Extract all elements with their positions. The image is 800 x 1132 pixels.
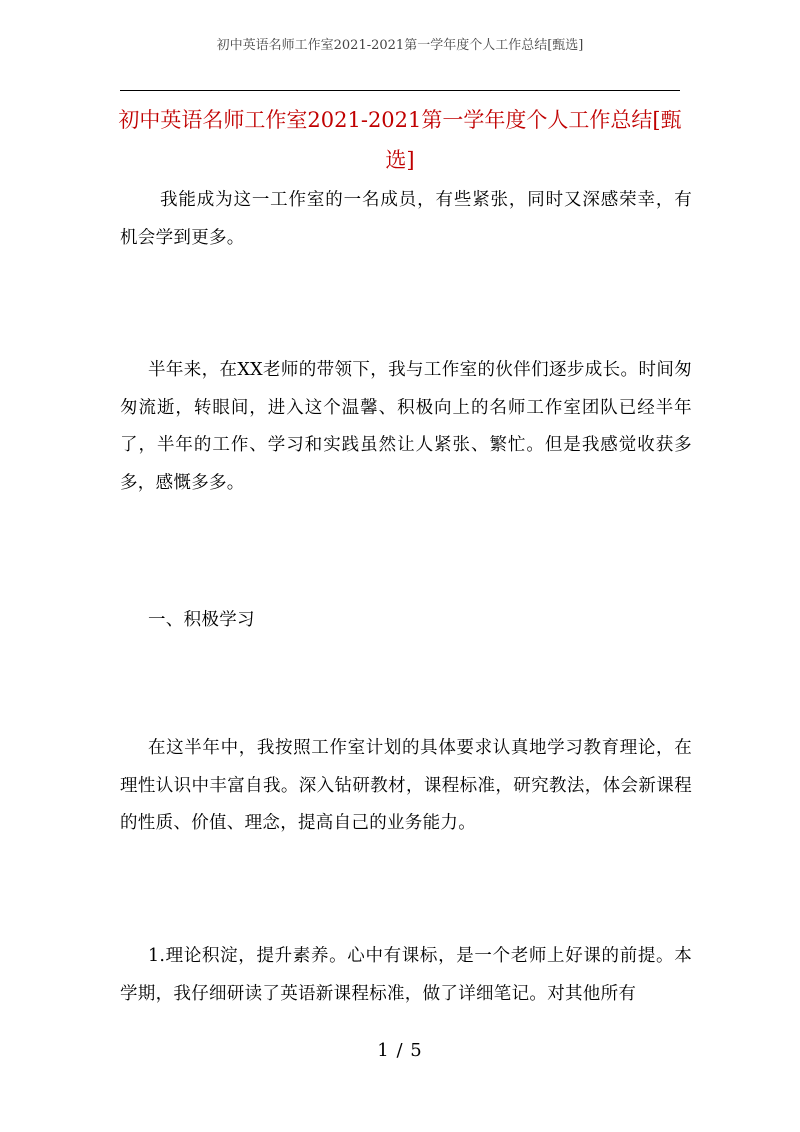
paragraph-study-plan: 在这半年中，我按照工作室计划的具体要求认真地学习教育理论，在理性认识中丰富自我。深入钻研教材，课程标准，研究教法，体会新课程的性质、价值、理念，提高自己的业务能力。 <box>120 738 692 833</box>
running-header: 初中英语名师工作室2021-2021第一学年度个人工作总结[甄选] <box>216 38 584 53</box>
paragraph-intro: 我能成为这一工作室的一名成员，有些紧张，同时又深感荣幸，有机会学到更多。 <box>120 190 692 248</box>
paragraph-half-year: 半年来，在XX老师的带领下，我与工作室的伙伴们逐步成长。时间匆匆流逝，转眼间，进入这个温馨、积极向上的名师工作室团队已经半年了，半年的工作、学习和实践虽然让人紧张、繁忙。但是我感觉收获多多，感慨多多。 <box>120 360 692 493</box>
paragraph-theory: 1.理论积淀，提升素养。心中有课标，是一个老师上好课的前提。本学期，我仔细研读了英语新课程标准，做了详细笔记。对其他所有 <box>120 946 692 1004</box>
header-divider <box>120 90 680 91</box>
section-heading-active-learning: 一、积极学习 <box>148 610 255 630</box>
document-title: 初中英语名师工作室2021-2021第一学年度个人工作总结[甄选] <box>118 108 682 172</box>
page-number: 1 / 5 <box>377 1040 423 1061</box>
